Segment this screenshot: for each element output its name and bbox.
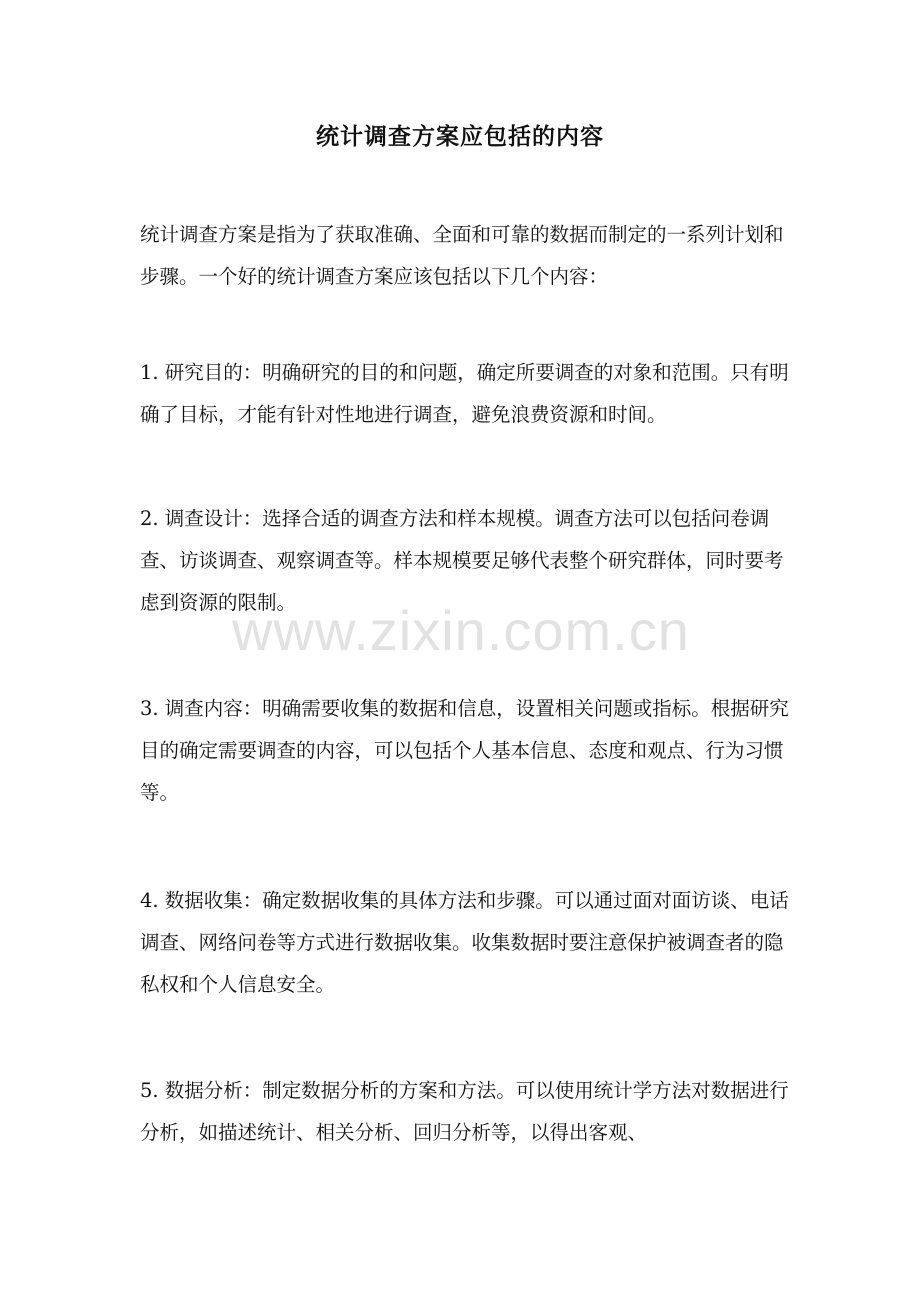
item-1-research-purpose: 1. 研究目的：明确研究的目的和问题，确定所要调查的对象和范围。只有明确了目标，才能有针对性地进行调查，避免浪费资源和时间。 bbox=[140, 361, 789, 426]
intro-paragraph: 统计调查方案是指为了获取准确、全面和可靠的数据而制定的一系列计划和步骤。一个好的统计调查方案应该包括以下几个内容： bbox=[140, 223, 784, 288]
item-5-data-analysis: 5. 数据分析：制定数据分析的方案和方法。可以使用统计学方法对数据进行分析，如描述统计、相关分析、回归分析等，以得出客观、 bbox=[140, 1079, 789, 1144]
item-2-survey-design: 2. 调查设计：选择合适的调查方法和样本规模。调查方法可以包括问卷调查、访谈调查、观察调查等。样本规模要足够代表整个研究群体，同时要考虑到资源的限制。 bbox=[140, 507, 784, 614]
watermark: www.zixin.com.cn bbox=[232, 599, 690, 662]
item-4-data-collection: 4. 数据收集：确定数据收集的具体方法和步骤。可以通过面对面访谈、电话调查、网络问卷等方式进行数据收集。收集数据时要注意保护被调查者的隐私权和个人信息安全。 bbox=[140, 889, 789, 996]
item-3-survey-content: 3. 调查内容：明确需要收集的数据和信息，设置相关问题或指标。根据研究目的确定需要调查的内容，可以包括个人基本信息、态度和观点、行为习惯等。 bbox=[140, 697, 789, 804]
document-title: 统计调查方案应包括的内容 bbox=[316, 123, 604, 150]
